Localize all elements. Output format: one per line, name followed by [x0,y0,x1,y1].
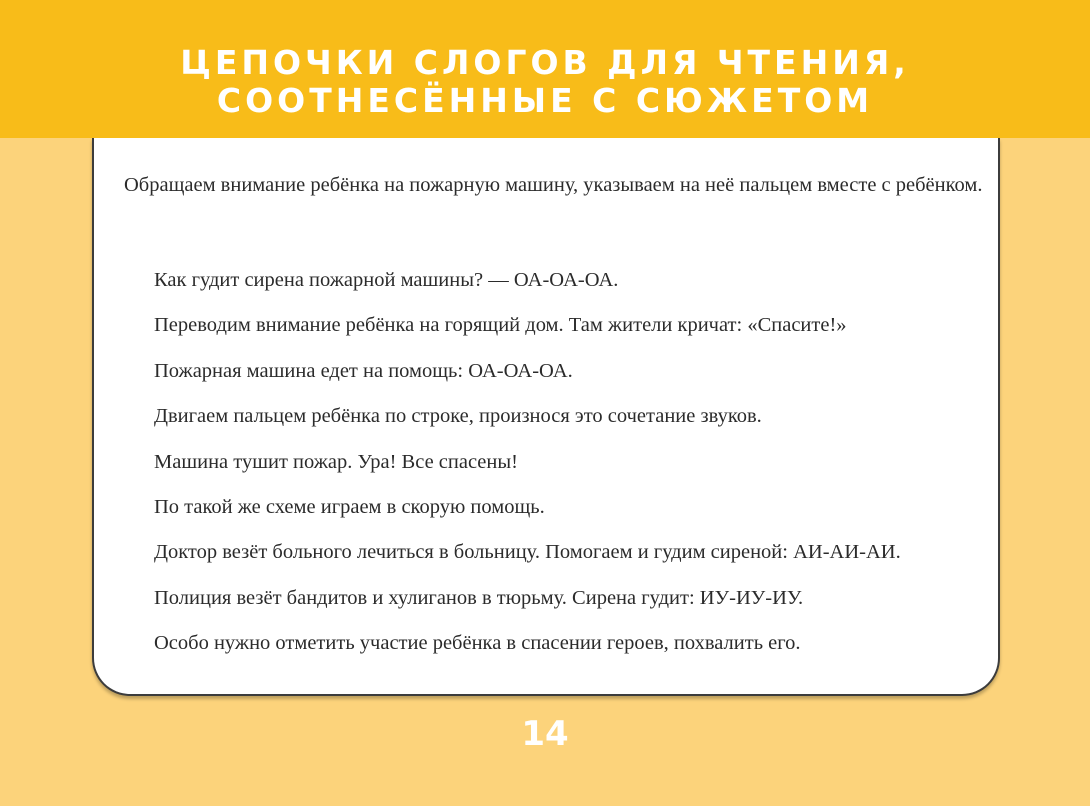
instruction-line: Машина тушит пожар. Ура! Все спасены! [154,450,518,473]
instruction-line: Переводим внимание ребёнка на горящий дом. Там жители кричат: «Спасите!» [154,314,847,337]
instruction-line: Полиция везёт бандитов и хулиганов в тюрьму. Сирена гудит: ИУ-ИУ-ИУ. [154,586,804,609]
instruction-line: Пожарная машина едет на помощь: ОА-ОА-ОА. [154,359,573,382]
instruction-line: Особо нужно отметить участие ребёнка в спасении героев, похвалить его. [154,632,801,655]
instruction-line: Как гудит сирена пожарной машины? — ОА-ОА-ОА. [154,269,619,291]
instruction-line: Двигаем пальцем ребёнка по строке, произнося это сочетание звуков. [154,405,762,428]
content-card [92,138,1000,696]
instruction-line: По такой же схеме играем в скорую помощь. [154,495,545,518]
page-number: 14 [521,714,569,754]
page-title [0,44,1090,120]
instruction-list [154,266,984,675]
header-band [0,0,1090,138]
instruction-line: Доктор везёт больного лечиться в больницу. Помогаем и гудим сиреной: АИ-АИ-АИ. [154,541,901,564]
page-title-line-2: СООТНЕСЁННЫЕ С СЮЖЕТОМ [216,81,874,120]
intro-paragraph: Обращаем внимание ребёнка на пожарную машину, указываем на неё пальцем вместе с ребёнком. [124,174,983,196]
page-title-line-1: ЦЕПОЧКИ СЛОГОВ ДЛЯ ЧТЕНИЯ, [180,43,910,82]
